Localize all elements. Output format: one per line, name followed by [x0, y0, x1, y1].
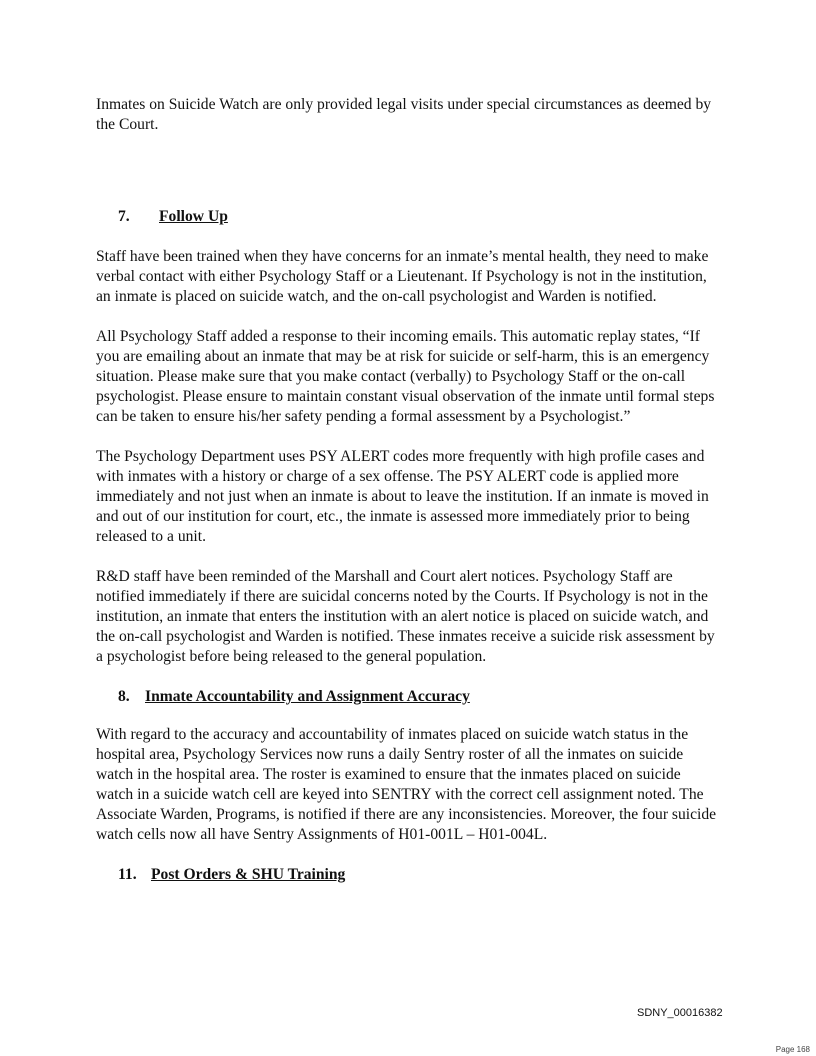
- section-title: Inmate Accountability and Assignment Accuracy: [145, 688, 470, 705]
- intro-paragraph: Inmates on Suicide Watch are only provided legal visits under special circumstances as deemed by the Court.: [96, 96, 712, 133]
- page-number: Page 168: [775, 1045, 810, 1054]
- section-title: Post Orders & SHU Training: [151, 866, 346, 883]
- paragraph: All Psychology Staff added a response to their incoming emails. This automatic replay states, “If you are emailing about an inmate that may be at risk for suicide or self-harm, this is an emergency situation. Please make sure that you make contact (verbally) to Psychology Staff or the on-call psychologist. Please ensure to maintain constant visual observation of the inmate until formal steps can be taken to ensure his/her safety pending a formal assessment by a Psychologist.”: [96, 328, 715, 425]
- section-number: 11.: [118, 866, 137, 883]
- paragraph: R&D staff have been reminded of the Marshall and Court alert notices. Psychology Staff are notified immediately if there are suicidal concerns noted by the Courts. If Psychology is not in the institution, an inmate that enters the institution with an alert notice is placed on suicide watch, and the on-call psychologist and Warden is notified. These inmates receive a suicide risk assessment by a psychologist before being released to the general population.: [96, 568, 715, 665]
- paragraph: Staff have been trained when they have concerns for an inmate’s mental health, they need to make verbal contact with either Psychology Staff or a Lieutenant. If Psychology is not in the institution, an inmate is placed on suicide watch, and the on-call psychologist and Warden is notified.: [96, 248, 709, 305]
- section-heading-post-orders: [96, 865, 720, 885]
- bates-number: SDNY_00016382: [637, 1007, 723, 1019]
- section-heading-follow-up: [96, 207, 720, 227]
- section-title: Follow Up: [159, 208, 228, 225]
- section-number: 8.: [118, 688, 130, 705]
- section-number: 7.: [118, 208, 130, 225]
- section-heading-inmate-accountability: [96, 687, 720, 707]
- paragraph: With regard to the accuracy and accountability of inmates placed on suicide watch status in the hospital area, Psychology Services now runs a daily Sentry roster of all the inmates on suicide watch in the hospital area. The roster is examined to ensure that the inmates placed on suicide watch in a suicide watch cell are keyed into SENTRY with the correct cell assignment noted. The Associate Warden, Programs, is notified if there are any inconsistencies. Moreover, the four suicide watch cells now all have Sentry Assignments of H01-001L – H01-004L.: [96, 726, 717, 843]
- paragraph: The Psychology Department uses PSY ALERT codes more frequently with high profile cases and with inmates with a history or charge of a sex offense. The PSY ALERT code is applied more immediately and not just when an inmate is about to leave the institution. If an inmate is moved in and out of our institution for court, etc., the inmate is assessed more immediately prior to being released to a unit.: [96, 448, 709, 545]
- document-body: [96, 95, 720, 905]
